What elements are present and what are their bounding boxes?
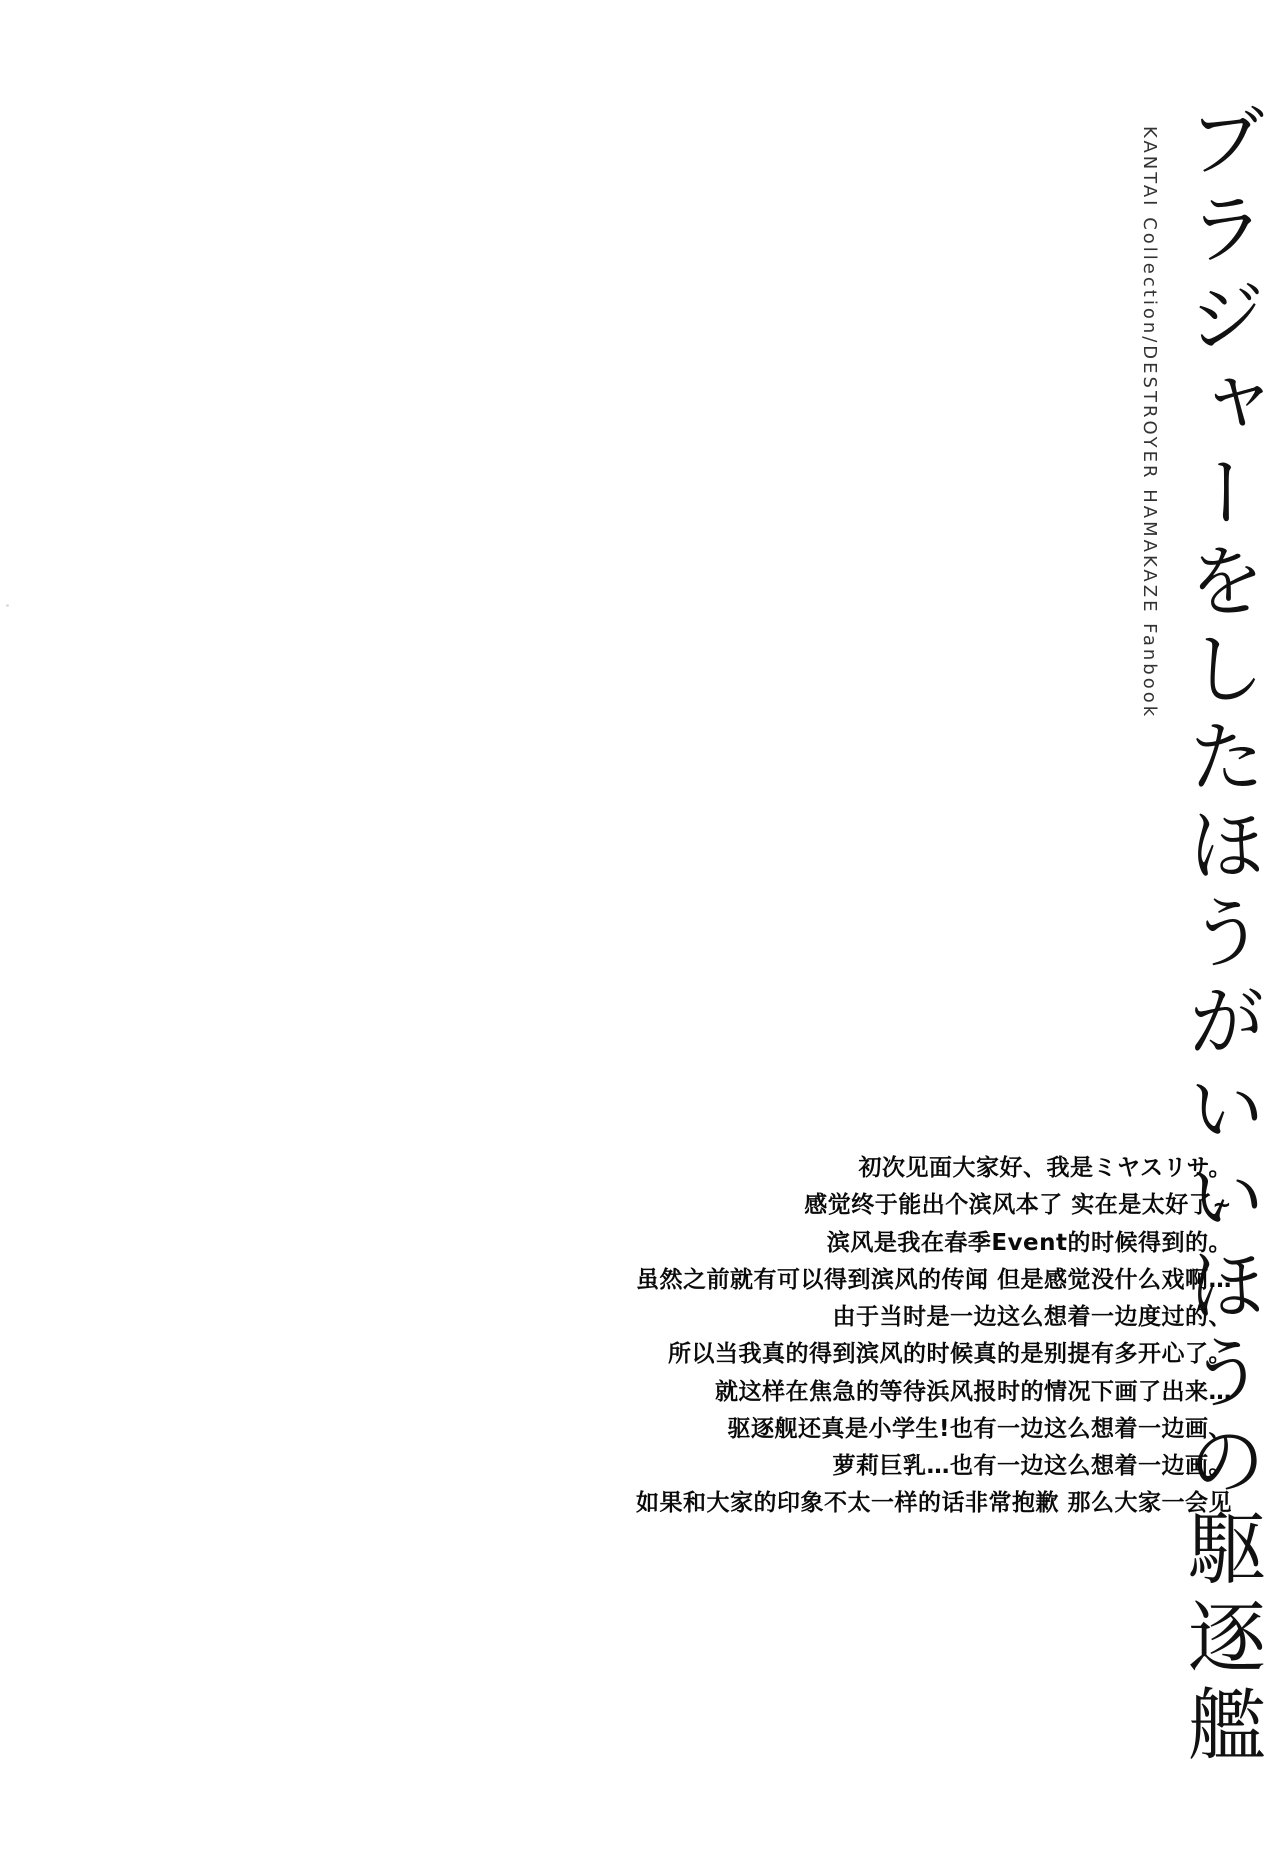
afterword-line: 滨风是我在春季Event的时候得到的。 <box>826 1229 1232 1256</box>
afterword-text <box>0 1150 1232 1523</box>
afterword-line: 所以当我真的得到滨风的时候真的是别提有多开心了。 <box>668 1341 1232 1368</box>
cover-subtitle: KANTAI Collection/DESTROYER HAMAKAZE Fanbook <box>1139 126 1161 720</box>
afterword-line: 由于当时是一边这么想着一边度过的、 <box>832 1304 1232 1330</box>
scan-speck <box>6 604 9 607</box>
afterword-line: 驱逐舰还真是小学生!也有一边这么想着一边画、 <box>727 1415 1232 1442</box>
afterword-line: 虽然之前就有可以得到滨风的传闻 但是感觉没什么戏啊… <box>635 1266 1232 1293</box>
afterword-line: 初次见面大家好、我是ミヤスリサ。 <box>858 1155 1232 1181</box>
afterword-line: 萝莉巨乳…也有一边这么想着一边画。 <box>832 1453 1232 1479</box>
cover-title: ブラジャーをしたほうがいいほうの駆逐艦 <box>1175 100 1265 1772</box>
afterword-line: 感觉终于能出个滨风本了 实在是太好了~ <box>804 1192 1232 1219</box>
afterword-line: 就这样在焦急的等待浜风报时的情况下画了出来… <box>715 1378 1232 1405</box>
afterword-line: 如果和大家的印象不太一样的话非常抱歉 那么大家一会见 <box>635 1490 1232 1517</box>
